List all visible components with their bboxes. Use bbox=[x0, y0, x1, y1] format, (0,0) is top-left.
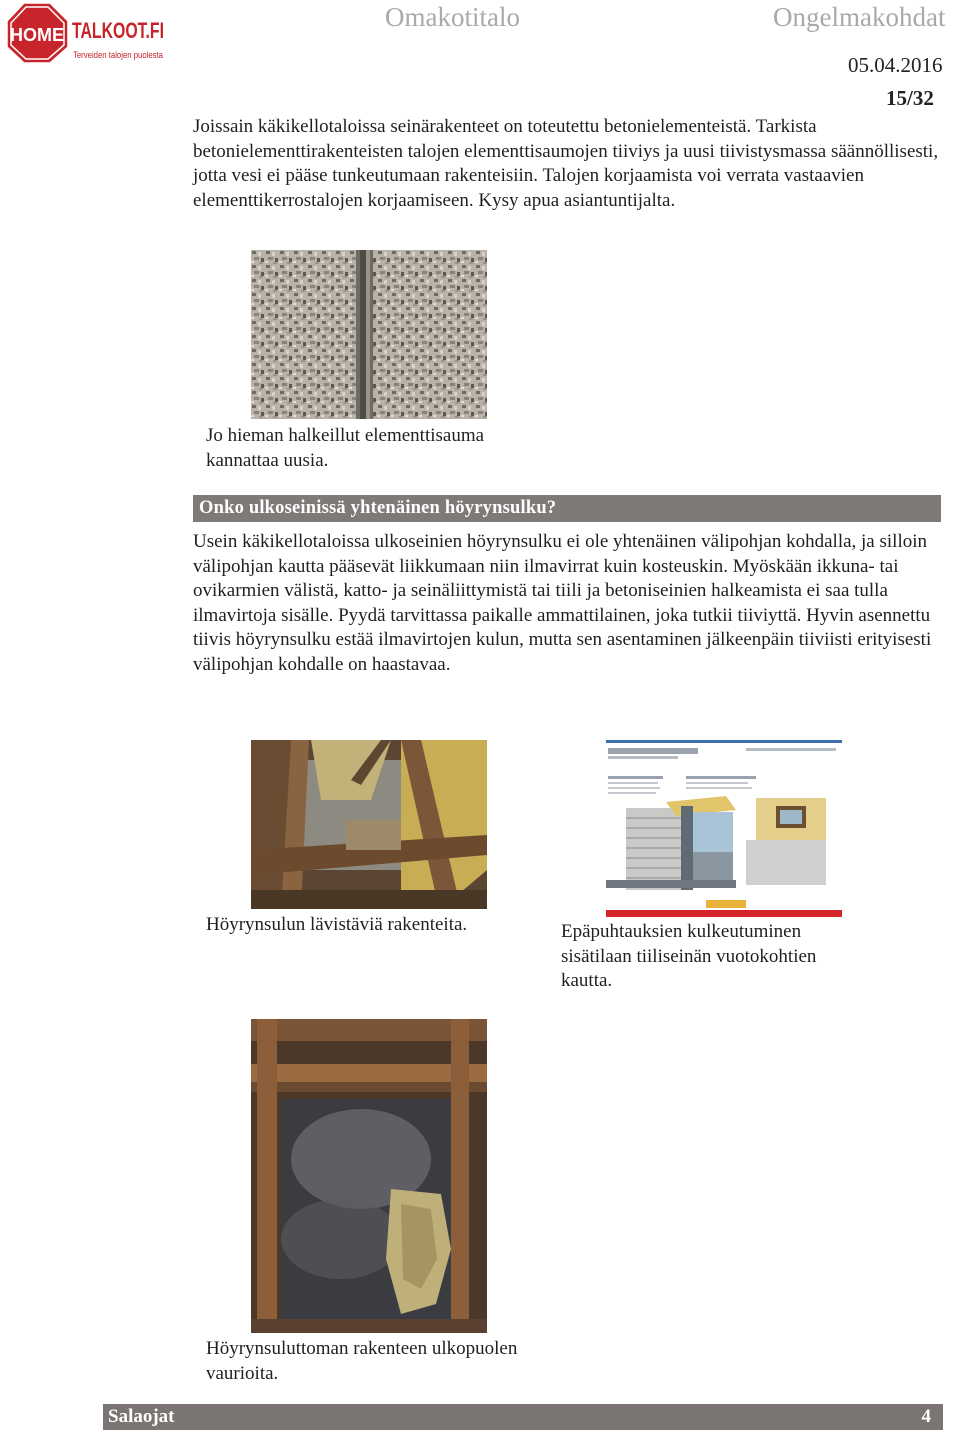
joint-photo-caption: Jo hieman halkeillut elementtisauma kannattaa uusia. bbox=[206, 425, 485, 471]
damage-photo-caption: Höyrynsuluttoman rakenteen ulkopuolen vaurioita. bbox=[206, 1338, 518, 1384]
intro-paragraph: Joissain käkikellotaloissa seinärakenteet on toteutettu betonielementeistä. Tarkista betonielementtirakenteisten talojen elementtisaumojen tiiviys ja uusi tiivistysmassa säännöllisesti, jotta vesi ei pääse tunkeutumaan rakenteisiin. Talojen korjaamista voi verrata vastaavien elementtikerrostalojen korjaamiseen. Kysy apua asiantuntijalta. bbox=[193, 116, 939, 211]
footer-label: Salaojat bbox=[108, 1406, 175, 1427]
brick-wall-diagram bbox=[606, 740, 842, 917]
header-date: 05.04.2016 bbox=[848, 53, 943, 77]
section-heading: Onko ulkoseinissä yhtenäinen höyrynsulku? bbox=[193, 495, 941, 522]
header-title-right: Ongelmakohdat bbox=[773, 2, 946, 32]
attic-structure-photo bbox=[251, 740, 487, 909]
logo-home-text: HOME bbox=[10, 25, 64, 45]
footer-number: 4 bbox=[921, 1406, 931, 1427]
logo-brand-text: TALKOOT.FI bbox=[72, 18, 164, 43]
footer-bar bbox=[103, 1404, 943, 1430]
logo-tagline: Terveiden talojen puolesta bbox=[73, 50, 164, 61]
damaged-structure-photo bbox=[251, 1019, 487, 1333]
header-title-left: Omakotitalo bbox=[385, 2, 520, 32]
hometalkoot-logo[interactable] bbox=[6, 2, 166, 64]
page-number: 15/32 bbox=[886, 86, 934, 110]
brick-diagram-caption: Epäpuhtauksien kulkeutuminen sisätilaan tiiliseinän vuotokohtien kautta. bbox=[561, 921, 817, 991]
section-body: Usein käkikellotaloissa ulkoseinien höyrynsulku ei ole yhtenäinen välipohjan kohdalla, ja silloin välipohjan kautta pääsevät liikkumaan niin ilmavirrat kuin kosteuskin. Myöskään ikkuna- tai ovikarmien välistä, katto- ja seinäliittymistä tai tiili ja betoniseinien halkeamista ei saa tulla ilmavirtoja sisälle. Pyydä tarvittassa paikalle ammattilainen, joka tutkii tiiviyttä. Hyvin asennettu tiivis höyrynsulku estää ilmavirtojen kulun, mutta sen asentaminen jälkeenpäin tiiviisti erityisesti välipohjan kohdalle on haastavaa. bbox=[193, 531, 932, 675]
element-joint-photo bbox=[251, 250, 487, 419]
attic-photo-caption: Höyrynsulun lävistäviä rakenteita. bbox=[206, 914, 468, 935]
